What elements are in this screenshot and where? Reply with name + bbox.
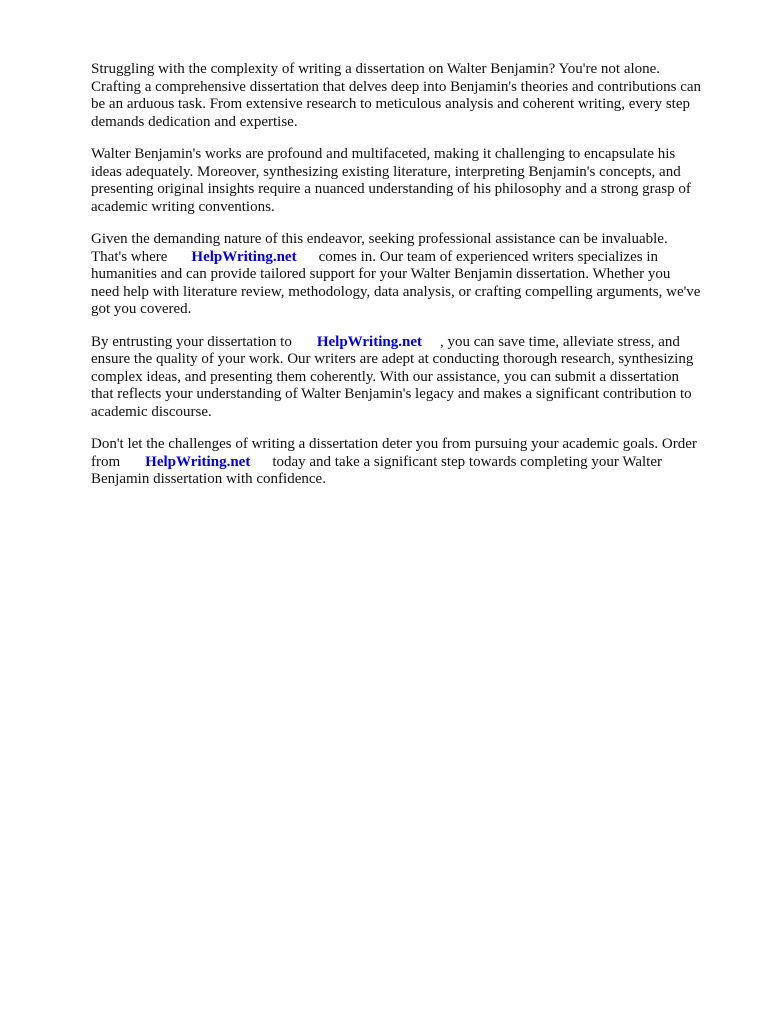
text-line: Given the demanding nature of this endeavor, seeking professional assistance can be invaluable.	[91, 231, 668, 247]
text-line: complex ideas, and presenting them coherently. With our assistance, you can submit a dissertation	[91, 368, 679, 385]
document-page	[91, 61, 727, 504]
text-line: Crafting a comprehensive dissertation that delves deep into Benjamin's theories and contributions can	[91, 78, 702, 95]
text-line: Struggling with the complexity of writing a dissertation on Walter Benjamin? You're not alone.	[91, 61, 661, 77]
text-line: ideas adequately. Moreover, synthesizing existing literature, interpreting Benjamin's concepts, and	[91, 163, 681, 180]
helpwriting-link[interactable]: HelpWriting.net	[145, 453, 251, 470]
helpwriting-link[interactable]: HelpWriting.net	[316, 333, 422, 350]
paragraph-entrusting	[91, 334, 727, 422]
text-fragment: today and take a significant step towards completing your Walter	[272, 453, 662, 470]
text-fragment: from	[91, 453, 121, 470]
paragraph-assistance	[91, 231, 727, 319]
text-line: Benjamin dissertation with confidence.	[91, 471, 326, 487]
text-fragment: comes in. Our team of experienced writers specializes in	[318, 248, 659, 265]
text-line: academic discourse.	[91, 403, 212, 420]
text-line-with-link	[91, 334, 727, 352]
text-line: that reflects your understanding of Walter Benjamin's legacy and makes a significant contribution to	[91, 386, 692, 402]
text-line: Don't let the challenges of writing a dissertation deter you from pursuing your academic goals. Order	[91, 436, 697, 452]
text-line: got you covered.	[91, 301, 192, 317]
text-line: ensure the quality of your work. Our writers are adept at conducting thorough research, synthesizing	[91, 351, 694, 367]
paragraph-intro	[91, 61, 727, 131]
text-line: need help with literature review, methodology, data analysis, or crafting compelling arguments, we've	[91, 283, 701, 300]
text-line-with-link	[91, 249, 727, 267]
paragraph-closing	[91, 436, 727, 489]
text-line: presenting original insights require a nuanced understanding of his philosophy and a strong grasp of	[91, 181, 691, 197]
text-fragment: , you can save time, alleviate stress, and	[439, 333, 680, 350]
text-fragment: That's where	[91, 248, 168, 265]
text-line: Walter Benjamin's works are profound and multifaceted, making it challenging to encapsulate his	[91, 146, 676, 162]
text-fragment: By entrusting your dissertation to	[91, 333, 292, 350]
paragraph-works	[91, 146, 727, 216]
text-line: be an arduous task. From extensive research to meticulous analysis and coherent writing, every step	[91, 96, 690, 112]
text-line: humanities and can provide tailored support for your Walter Benjamin dissertation. Whether you	[91, 266, 671, 282]
text-line: academic writing conventions.	[91, 198, 275, 215]
text-line-with-link	[91, 454, 727, 472]
helpwriting-link[interactable]: HelpWriting.net	[191, 248, 297, 265]
text-line: demands dedication and expertise.	[91, 113, 298, 130]
